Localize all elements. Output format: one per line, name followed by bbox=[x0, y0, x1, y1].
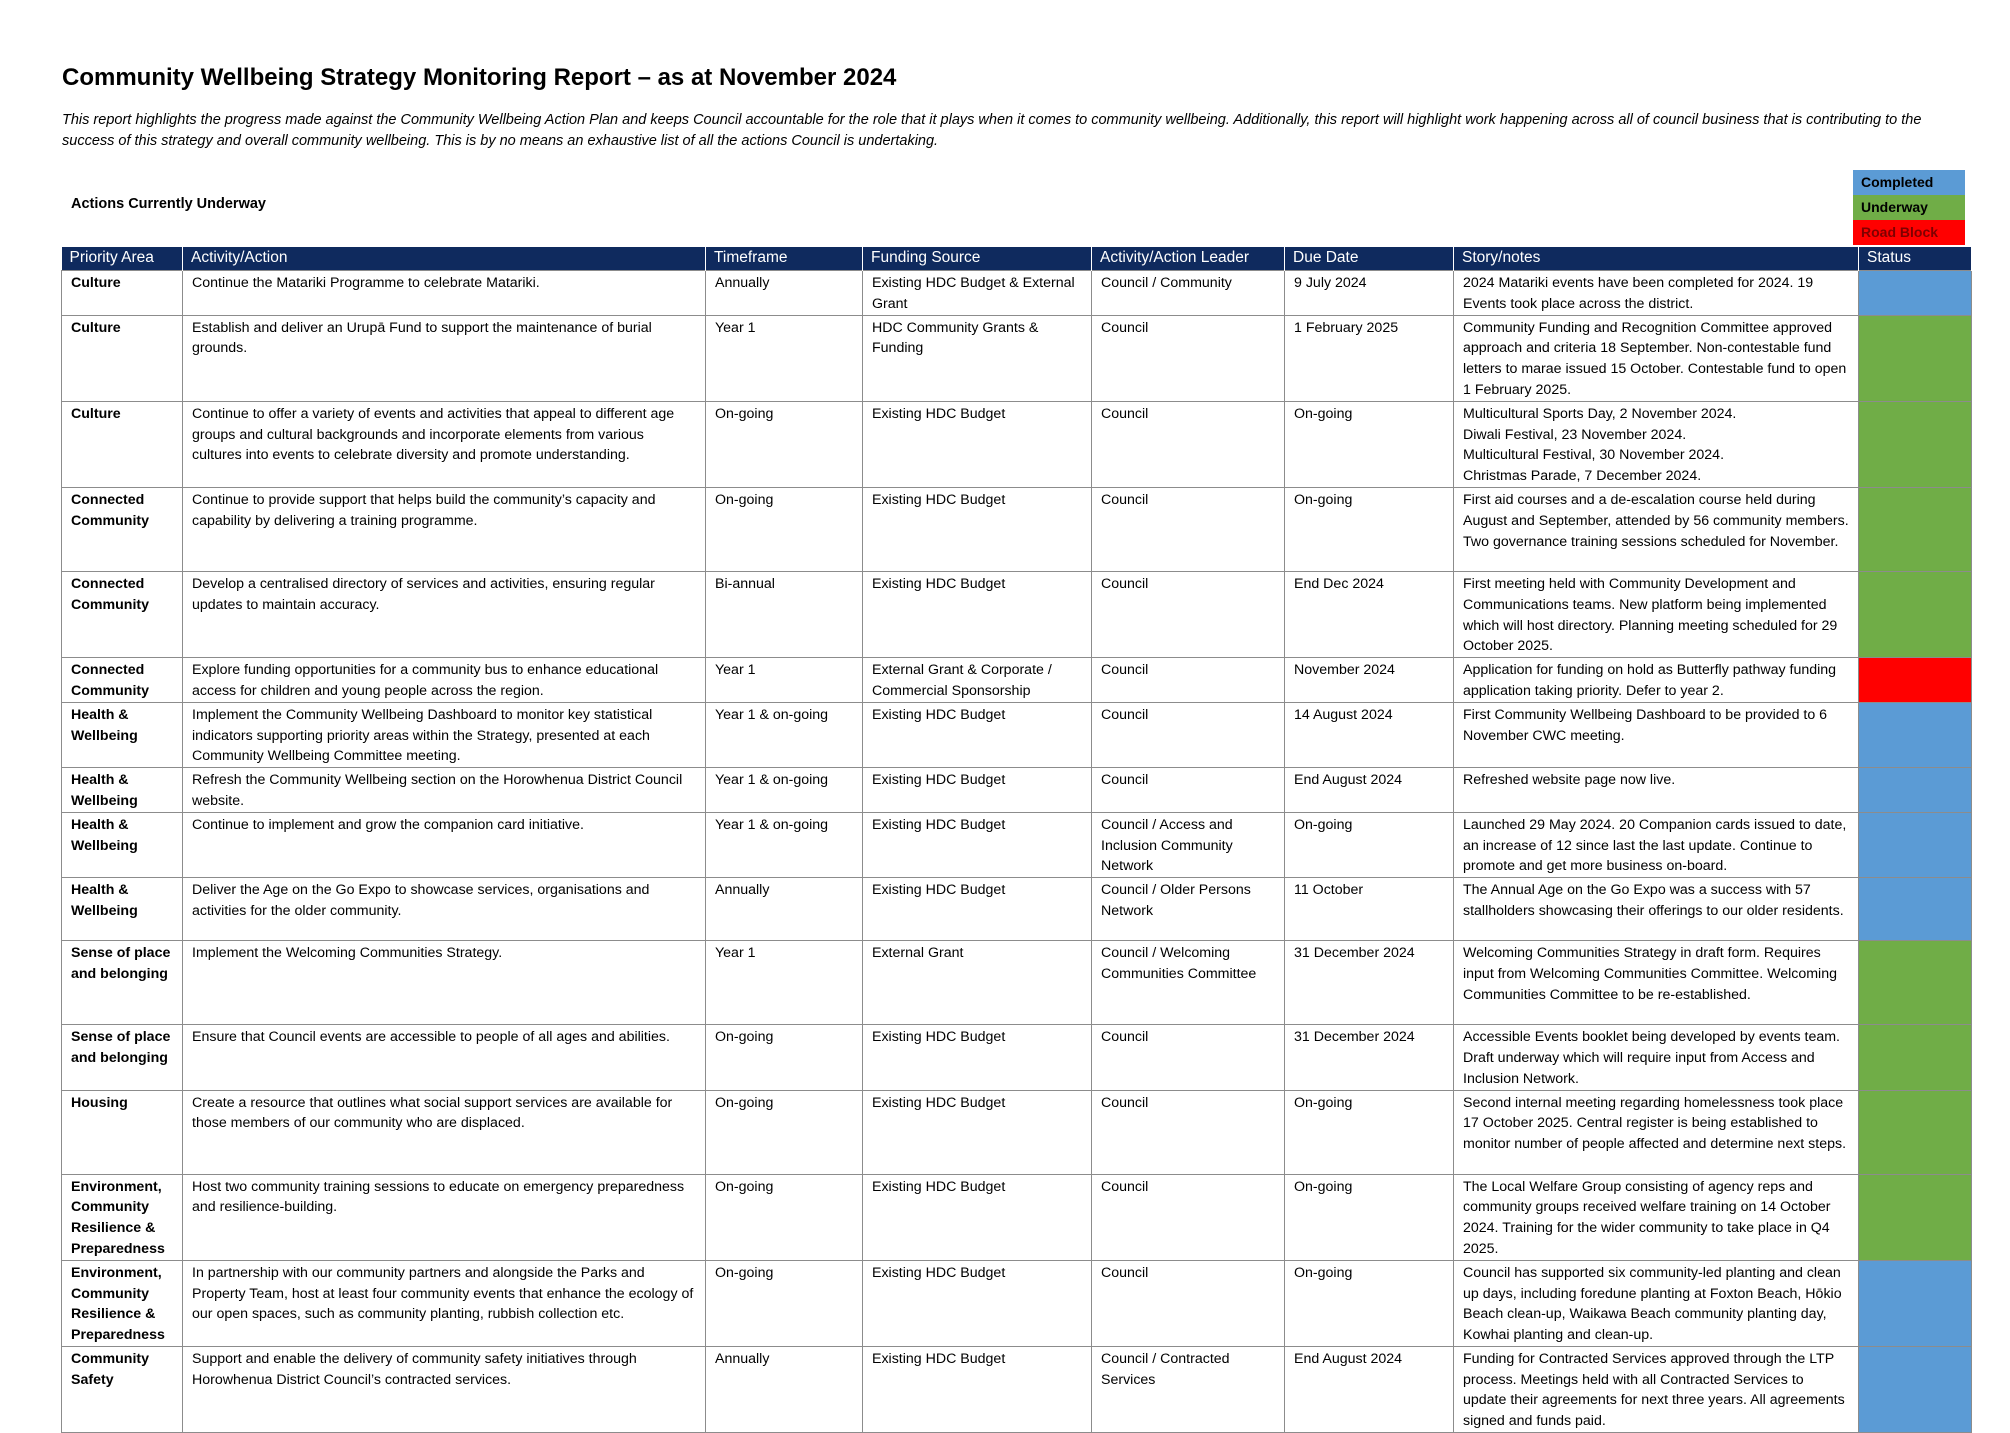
header-due-date: Due Date bbox=[1285, 247, 1454, 271]
activity-action-cell: In partnership with our community partners and alongside the Parks and Property Team, host at least four community events that enhance the ecology of our open spaces, such as community planting, rubbish collection etc. bbox=[183, 1260, 706, 1346]
action-leader-cell: Council / Access and Inclusion Community Network bbox=[1092, 812, 1285, 877]
header-timeframe: Timeframe bbox=[706, 247, 863, 271]
action-leader-cell: Council bbox=[1092, 1174, 1285, 1260]
activity-action-cell: Implement the Community Wellbeing Dashboard to monitor key statistical indicators supporting priority areas within the Strategy, presented at each Community Wellbeing Committee meeting. bbox=[183, 702, 706, 767]
story-notes-cell: Launched 29 May 2024. 20 Companion cards issued to date, an increase of 12 since last the last update. Continue to promote and get more business on-board. bbox=[1454, 812, 1859, 877]
header-story-notes: Story/notes bbox=[1454, 247, 1859, 271]
activity-action-cell: Refresh the Community Wellbeing section on the Horowhenua District Council website. bbox=[183, 768, 706, 813]
action-leader-cell: Council bbox=[1092, 658, 1285, 703]
header-action-leader: Activity/Action Leader bbox=[1092, 247, 1285, 271]
activity-action-cell: Create a resource that outlines what social support services are available for those members of our community who are displaced. bbox=[183, 1090, 706, 1174]
priority-area-cell: Environment, Community Resilience & Preparedness bbox=[62, 1174, 183, 1260]
timeframe-cell: On-going bbox=[706, 1260, 863, 1346]
status-cell bbox=[1859, 768, 1972, 813]
action-leader-cell: Council bbox=[1092, 1025, 1285, 1090]
priority-area-cell: Culture bbox=[62, 315, 183, 401]
due-date-cell: End Dec 2024 bbox=[1285, 571, 1454, 657]
due-date-cell: 31 December 2024 bbox=[1285, 1025, 1454, 1090]
action-leader-cell: Council / Older Persons Network bbox=[1092, 878, 1285, 941]
funding-source-cell: Existing HDC Budget bbox=[863, 1260, 1092, 1346]
table-row bbox=[62, 315, 1972, 401]
story-notes-cell bbox=[1454, 401, 1859, 487]
action-leader-cell: Council bbox=[1092, 571, 1285, 657]
priority-area-cell: Culture bbox=[62, 271, 183, 316]
story-notes-line: Multicultural Festival, 30 November 2024. bbox=[1463, 447, 1725, 464]
funding-source-cell: Existing HDC Budget bbox=[863, 1025, 1092, 1090]
timeframe-cell: Year 1 & on-going bbox=[706, 812, 863, 877]
priority-area-cell: Culture bbox=[62, 401, 183, 487]
funding-source-cell: Existing HDC Budget bbox=[863, 1090, 1092, 1174]
table-row bbox=[62, 271, 1972, 316]
due-date-cell: 14 August 2024 bbox=[1285, 702, 1454, 767]
story-notes-cell: Welcoming Communities Strategy in draft form. Requires input from Welcoming Communities Committee. Welcoming Communities Committee to be re-established. bbox=[1454, 941, 1859, 1025]
status-cell bbox=[1859, 658, 1972, 703]
timeframe-cell: Year 1 bbox=[706, 315, 863, 401]
timeframe-cell: Annually bbox=[706, 878, 863, 941]
story-notes-cell: The Annual Age on the Go Expo was a success with 57 stallholders showcasing their offerings to our older residents. bbox=[1454, 878, 1859, 941]
table-row bbox=[62, 1174, 1972, 1260]
funding-source-cell: Existing HDC Budget bbox=[863, 812, 1092, 877]
action-leader-cell: Council / Community bbox=[1092, 271, 1285, 316]
table-row bbox=[62, 487, 1972, 571]
timeframe-cell: Annually bbox=[706, 271, 863, 316]
monitoring-table bbox=[61, 247, 1972, 1433]
status-cell bbox=[1859, 1346, 1972, 1432]
priority-area-cell: Sense of place and belonging bbox=[62, 941, 183, 1025]
due-date-cell: On-going bbox=[1285, 1090, 1454, 1174]
due-date-cell: 1 February 2025 bbox=[1285, 315, 1454, 401]
header-activity-action: Activity/Action bbox=[183, 247, 706, 271]
table-row bbox=[62, 812, 1972, 877]
timeframe-cell: Annually bbox=[706, 1346, 863, 1432]
status-cell bbox=[1859, 1174, 1972, 1260]
status-legend bbox=[1853, 170, 1965, 245]
story-notes-cell: Second internal meeting regarding homelessness took place 17 October 2025. Central register is being established to monitor number of people affected and determine next steps. bbox=[1454, 1090, 1859, 1174]
due-date-cell: On-going bbox=[1285, 812, 1454, 877]
status-cell bbox=[1859, 401, 1972, 487]
due-date-cell: 9 July 2024 bbox=[1285, 271, 1454, 316]
timeframe-cell: On-going bbox=[706, 487, 863, 571]
status-cell bbox=[1859, 812, 1972, 877]
story-notes-cell: Council has supported six community-led planting and clean up days, including foredune planting at Foxton Beach, Hōkio Beach clean-up, Waikawa Beach community planting day, Kowhai planting and clean-up. bbox=[1454, 1260, 1859, 1346]
activity-action-cell: Continue to offer a variety of events and activities that appeal to different age groups and cultural backgrounds and incorporate elements from various cultures into events to celebrate diversity and promote understanding. bbox=[183, 401, 706, 487]
due-date-cell: On-going bbox=[1285, 401, 1454, 487]
status-cell bbox=[1859, 1260, 1972, 1346]
status-cell bbox=[1859, 271, 1972, 316]
table-row bbox=[62, 768, 1972, 813]
status-cell bbox=[1859, 878, 1972, 941]
priority-area-cell: Connected Community bbox=[62, 571, 183, 657]
table-row bbox=[62, 1260, 1972, 1346]
story-notes-cell: First Community Wellbeing Dashboard to be provided to 6 November CWC meeting. bbox=[1454, 702, 1859, 767]
priority-area-cell: Housing bbox=[62, 1090, 183, 1174]
action-leader-cell: Council / Contracted Services bbox=[1092, 1346, 1285, 1432]
funding-source-cell: Existing HDC Budget bbox=[863, 878, 1092, 941]
story-notes-cell: First aid courses and a de-escalation course held during August and September, attended by 56 community members. Two governance training sessions scheduled for November. bbox=[1454, 487, 1859, 571]
activity-action-cell: Host two community training sessions to educate on emergency preparedness and resilience-building. bbox=[183, 1174, 706, 1260]
table-header-row bbox=[62, 247, 1972, 271]
priority-area-cell: Sense of place and belonging bbox=[62, 1025, 183, 1090]
activity-action-cell: Establish and deliver an Urupā Fund to support the maintenance of burial grounds. bbox=[183, 315, 706, 401]
due-date-cell: 31 December 2024 bbox=[1285, 941, 1454, 1025]
activity-action-cell: Continue the Matariki Programme to celebrate Matariki. bbox=[183, 271, 706, 316]
activity-action-cell: Support and enable the delivery of community safety initiatives through Horowhenua District Council’s contracted services. bbox=[183, 1346, 706, 1432]
priority-area-cell: Connected Community bbox=[62, 487, 183, 571]
timeframe-cell: On-going bbox=[706, 1025, 863, 1090]
action-leader-cell: Council bbox=[1092, 401, 1285, 487]
story-notes-cell: 2024 Matariki events have been completed for 2024. 19 Events took place across the district. bbox=[1454, 271, 1859, 316]
action-leader-cell: Council bbox=[1092, 1260, 1285, 1346]
activity-action-cell: Develop a centralised directory of services and activities, ensuring regular updates to maintain accuracy. bbox=[183, 571, 706, 657]
funding-source-cell: HDC Community Grants & Funding bbox=[863, 315, 1092, 401]
table-row bbox=[62, 401, 1972, 487]
priority-area-cell: Environment, Community Resilience & Preparedness bbox=[62, 1260, 183, 1346]
story-notes-cell: Application for funding on hold as Butterfly pathway funding application taking priority. Defer to year 2. bbox=[1454, 658, 1859, 703]
action-leader-cell: Council / Welcoming Communities Committee bbox=[1092, 941, 1285, 1025]
due-date-cell: November 2024 bbox=[1285, 658, 1454, 703]
due-date-cell: On-going bbox=[1285, 487, 1454, 571]
table-row bbox=[62, 1090, 1972, 1174]
story-notes-line: Christmas Parade, 7 December 2024. bbox=[1463, 468, 1702, 485]
legend-item-completed: Completed bbox=[1853, 170, 1965, 195]
funding-source-cell: Existing HDC Budget bbox=[863, 487, 1092, 571]
activity-action-cell: Deliver the Age on the Go Expo to showcase services, organisations and activities for the older community. bbox=[183, 878, 706, 941]
table-row bbox=[62, 1346, 1972, 1432]
status-cell bbox=[1859, 1025, 1972, 1090]
table-row bbox=[62, 878, 1972, 941]
funding-source-cell: External Grant & Corporate / Commercial Sponsorship bbox=[863, 658, 1092, 703]
timeframe-cell: Year 1 & on-going bbox=[706, 702, 863, 767]
status-cell bbox=[1859, 487, 1972, 571]
funding-source-cell: Existing HDC Budget bbox=[863, 1346, 1092, 1432]
section-label: Actions Currently Underway bbox=[71, 196, 266, 212]
header-status: Status bbox=[1859, 247, 1972, 271]
header-priority-area: Priority Area bbox=[62, 247, 183, 271]
due-date-cell: On-going bbox=[1285, 1174, 1454, 1260]
priority-area-cell: Health & Wellbeing bbox=[62, 768, 183, 813]
priority-area-cell: Community Safety bbox=[62, 1346, 183, 1432]
activity-action-cell: Continue to implement and grow the companion card initiative. bbox=[183, 812, 706, 877]
action-leader-cell: Council bbox=[1092, 702, 1285, 767]
table-row bbox=[62, 1025, 1972, 1090]
story-notes-cell: Refreshed website page now live. bbox=[1454, 768, 1859, 813]
status-cell bbox=[1859, 941, 1972, 1025]
status-cell bbox=[1859, 571, 1972, 657]
funding-source-cell: External Grant bbox=[863, 941, 1092, 1025]
due-date-cell: 11 October bbox=[1285, 878, 1454, 941]
funding-source-cell: Existing HDC Budget bbox=[863, 571, 1092, 657]
activity-action-cell: Explore funding opportunities for a community bus to enhance educational access for children and young people across the region. bbox=[183, 658, 706, 703]
legend-item-underway: Underway bbox=[1853, 195, 1965, 220]
funding-source-cell: Existing HDC Budget & External Grant bbox=[863, 271, 1092, 316]
priority-area-cell: Health & Wellbeing bbox=[62, 702, 183, 767]
due-date-cell: End August 2024 bbox=[1285, 768, 1454, 813]
action-leader-cell: Council bbox=[1092, 315, 1285, 401]
story-notes-line: Multicultural Sports Day, 2 November 2024. bbox=[1463, 405, 1737, 422]
table-row bbox=[62, 571, 1972, 657]
story-notes-cell: First meeting held with Community Development and Communications teams. New platform being implemented which will host directory. Planning meeting scheduled for 29 October 2025. bbox=[1454, 571, 1859, 657]
action-leader-cell: Council bbox=[1092, 1090, 1285, 1174]
timeframe-cell: Year 1 bbox=[706, 658, 863, 703]
action-leader-cell: Council bbox=[1092, 487, 1285, 571]
table-row bbox=[62, 658, 1972, 703]
status-cell bbox=[1859, 702, 1972, 767]
story-notes-cell: Funding for Contracted Services approved through the LTP process. Meetings held with all Contracted Services to update their agreements for next three years. All agreements signed and funds paid. bbox=[1454, 1346, 1859, 1432]
funding-source-cell: Existing HDC Budget bbox=[863, 401, 1092, 487]
story-notes-line: Diwali Festival, 23 November 2024. bbox=[1463, 426, 1687, 443]
due-date-cell: On-going bbox=[1285, 1260, 1454, 1346]
timeframe-cell: Year 1 & on-going bbox=[706, 768, 863, 813]
story-notes-cell: Community Funding and Recognition Committee approved approach and criteria 18 September. Non-contestable fund letters to marae issued 15 October. Contestable fund to open 1 February 2025. bbox=[1454, 315, 1859, 401]
activity-action-cell: Continue to provide support that helps build the community’s capacity and capability by delivering a training programme. bbox=[183, 487, 706, 571]
funding-source-cell: Existing HDC Budget bbox=[863, 1174, 1092, 1260]
timeframe-cell: Bi-annual bbox=[706, 571, 863, 657]
activity-action-cell: Implement the Welcoming Communities Strategy. bbox=[183, 941, 706, 1025]
story-notes-cell: Accessible Events booklet being developed by events team. Draft underway which will require input from Access and Inclusion Network. bbox=[1454, 1025, 1859, 1090]
status-cell bbox=[1859, 1090, 1972, 1174]
header-funding-source: Funding Source bbox=[863, 247, 1092, 271]
priority-area-cell: Health & Wellbeing bbox=[62, 878, 183, 941]
legend-item-road-block: Road Block bbox=[1853, 220, 1965, 245]
story-notes-cell: The Local Welfare Group consisting of agency reps and community groups received welfare training on 14 October 2024. Training for the wider community to take place in Q4 2025. bbox=[1454, 1174, 1859, 1260]
funding-source-cell: Existing HDC Budget bbox=[863, 702, 1092, 767]
funding-source-cell: Existing HDC Budget bbox=[863, 768, 1092, 813]
page-title: Community Wellbeing Strategy Monitoring Report – as at November 2024 bbox=[62, 64, 897, 91]
timeframe-cell: On-going bbox=[706, 401, 863, 487]
timeframe-cell: On-going bbox=[706, 1090, 863, 1174]
timeframe-cell: On-going bbox=[706, 1174, 863, 1260]
priority-area-cell: Health & Wellbeing bbox=[62, 812, 183, 877]
priority-area-cell: Connected Community bbox=[62, 658, 183, 703]
activity-action-cell: Ensure that Council events are accessible to people of all ages and abilities. bbox=[183, 1025, 706, 1090]
timeframe-cell: Year 1 bbox=[706, 941, 863, 1025]
intro-paragraph: This report highlights the progress made against the Community Wellbeing Action Plan and keeps Council accountable for the role that it plays when it comes to community wellbeing. Additionally, this report will highlight work happening across all of council business that is contributing to the success of this strategy and overall community wellbeing. This is by no means an exhaustive list of all the actions Council is undertaking. bbox=[62, 112, 1922, 149]
due-date-cell: End August 2024 bbox=[1285, 1346, 1454, 1432]
status-cell bbox=[1859, 315, 1972, 401]
action-leader-cell: Council bbox=[1092, 768, 1285, 813]
table-row bbox=[62, 941, 1972, 1025]
table-row bbox=[62, 702, 1972, 767]
